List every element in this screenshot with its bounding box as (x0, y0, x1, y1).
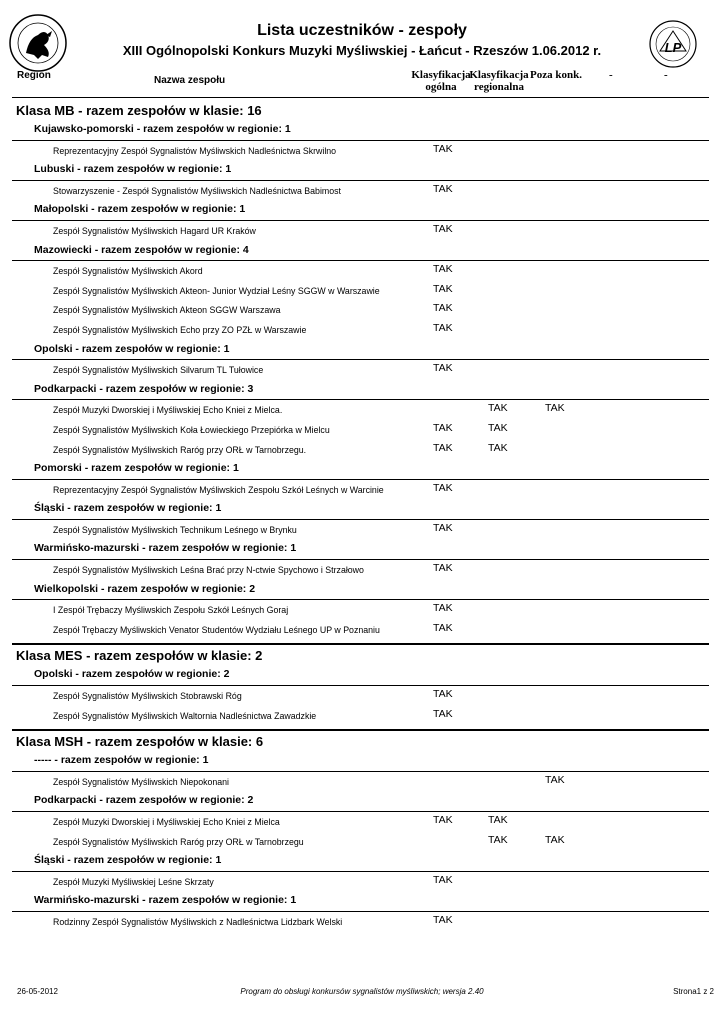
team-row (12, 420, 709, 440)
svg-text:LP: LP (664, 40, 682, 55)
team-row (12, 620, 709, 640)
klasyfikacja-ogolna: TAK (433, 602, 453, 615)
team-row (12, 706, 709, 726)
klasyfikacja-ogolna: TAK (433, 707, 453, 720)
region-header: Mazowiecki - razem zespołów w regionie: 4 (12, 241, 709, 262)
col-name: Nazwa zespołu (154, 75, 226, 86)
team-name: Zespół Sygnalistów Myśliwskich Waltornia Nadleśnictwa Zawadzkie (53, 710, 317, 721)
col-region: Region (17, 70, 51, 81)
class-header: Klasa MB - razem zespołów w klasie: 16 (16, 103, 262, 118)
klasyfikacja-ogolna: TAK (433, 263, 453, 276)
team-row (12, 400, 709, 420)
team-name: Zespół Sygnalistów Myśliwskich Niepokonani (53, 776, 230, 787)
team-row (12, 520, 709, 540)
klasyfikacja-regionalna: TAK (488, 814, 508, 826)
region-header: Śląski - razem zespołów w regionie: 1 (12, 499, 709, 520)
team-name: Zespół Sygnalistów Myśliwskich Raróg przy ORŁ w Tarnobrzegu. (53, 444, 307, 455)
class-header: Klasa MES - razem zespołów w klasie: 2 (12, 643, 709, 665)
col-k1-top: Klasyfikacja (411, 69, 471, 81)
header-divider (12, 97, 709, 98)
klasyfikacja-ogolna: TAK (433, 481, 453, 494)
klasyfikacja-ogolna: TAK (433, 222, 453, 235)
footer-date: 26-05-2012 (17, 987, 58, 996)
team-row (12, 912, 709, 932)
klasyfikacja-regionalna: TAK (488, 421, 508, 434)
klasyfikacja-ogolna: TAK (433, 873, 453, 886)
team-name: Reprezentacyjny Zespół Sygnalistów Myśliwskich Nadleśnictwa Skrwilno (53, 145, 337, 156)
klasyfikacja-ogolna: TAK (433, 142, 453, 155)
klasyfikacja-ogolna: TAK (433, 302, 453, 315)
klasyfikacja-ogolna: TAK (433, 362, 453, 375)
klasyfikacja-regionalna: TAK (488, 441, 508, 454)
class-header: Klasa MSH - razem zespołów w klasie: 6 (12, 729, 709, 751)
region-header: ----- - razem zespołów w regionie: 1 (12, 751, 709, 772)
team-name: Zespół Sygnalistów Myśliwskich Koła Łowieckiego Przepiórka w Mielcu (53, 424, 330, 435)
page-subtitle: XIII Ogólnopolski Konkurs Muzyki Myśliwskiej - Łańcut - Rzeszów 1.06.2012 r. (122, 43, 602, 58)
team-name: Zespół Sygnalistów Myśliwskich Silvarum TL Tułowice (53, 365, 264, 376)
klasyfikacja-ogolna: TAK (433, 321, 453, 334)
region-header: Warmińsko-mazurski - razem zespołów w regionie: 1 (12, 891, 709, 912)
team-name: Zespół Muzyki Dworskiej i Myśliwskiej Echo Kniei z Mielca (53, 817, 280, 827)
team-row (12, 600, 709, 620)
team-row (12, 772, 709, 792)
region-header: Małopolski - razem zespołów w regionie: 1 (12, 200, 709, 221)
team-row (12, 686, 709, 706)
team-name: Zespół Muzyki Dworskiej i Myśliwskiej Echo Kniei z Mielca. (53, 405, 283, 416)
team-row (12, 440, 709, 460)
team-name: Zespół Sygnalistów Myśliwskich Akord (53, 266, 203, 277)
team-name: Zespół Sygnalistów Myśliwskich Technikum Leśnego w Brynku (53, 524, 297, 535)
team-row (12, 480, 709, 500)
team-name: Stowarzyszenie - Zespół Sygnalistów Myśliwskich Nadleśnictwa Babimost (53, 185, 341, 196)
team-name: Zespół Trębaczy Myśliwskich Venator Studentów Wydziału Leśnego UP w Poznaniu (53, 624, 380, 635)
team-name: Zespół Sygnalistów Myśliwskich Echo przy ZO PZŁ w Warszawie (53, 324, 307, 335)
klasyfikacja-ogolna: TAK (433, 182, 453, 195)
team-name: Zespół Sygnalistów Myśliwskich Hagard UR Kraków (53, 225, 256, 236)
poza-konkursem: TAK (545, 402, 565, 415)
team-row (12, 812, 709, 832)
col-k2-top: Klasyfikacja (469, 69, 529, 81)
page-title: Lista uczestników - zespoły (257, 22, 467, 39)
team-name: Zespół Muzyki Myśliwskiej Leśne Skrzaty (53, 876, 214, 887)
klasyfikacja-ogolna: TAK (433, 282, 453, 295)
participants-list (12, 99, 709, 932)
klasyfikacja-regionalna: TAK (488, 402, 508, 415)
team-name: Reprezentacyjny Zespół Sygnalistów Myśliwskich Zespołu Szkół Leśnych w Warcinie (53, 484, 384, 495)
col-dash-1: - (609, 69, 613, 81)
klasyfikacja-ogolna: TAK (433, 421, 453, 434)
region-header: Pomorski - razem zespołów w regionie: 1 (12, 459, 709, 480)
team-name: Zespół Sygnalistów Myśliwskich Akteon SGGW Warszawa (53, 305, 281, 316)
region-header: Wielkopolski - razem zespołów w regionie: 2 (12, 580, 709, 601)
team-name: Zespół Sygnalistów Myśliwskich Leśna Brać przy N-ctwie Spychowo i Strzałowo (53, 565, 364, 576)
team-row (12, 872, 709, 892)
team-row (12, 560, 709, 580)
klasyfikacja-ogolna: TAK (433, 621, 453, 634)
col-dash-2: - (664, 69, 668, 81)
region-header: Warmińsko-mazurski - razem zespołów w regionie: 1 (12, 539, 709, 560)
team-row (12, 360, 709, 380)
klasyfikacja-ogolna: TAK (433, 814, 453, 826)
col-k3: Poza konk. (530, 69, 582, 81)
team-row (12, 320, 709, 340)
footer-page: Strona1 z 2 (673, 987, 714, 996)
region-header: Podkarpacki - razem zespołów w regionie: 3 (12, 380, 709, 401)
klasyfikacja-ogolna: TAK (433, 521, 453, 534)
klasyfikacja-ogolna: TAK (433, 441, 453, 454)
footer-program: Program do obsługi konkursów sygnalistów myśliwskich; wersja 2.40 (240, 987, 484, 996)
team-name: Rodzinny Zespół Sygnalistów Myśliwskich z Nadleśnictwa Lidzbark Welski (53, 916, 343, 927)
team-row (12, 221, 709, 241)
team-name: Zespół Sygnalistów Myśliwskich Akteon- Junior Wydział Leśny SGGW w Warszawie (53, 285, 380, 296)
col-k2-bottom: regionalna (474, 81, 524, 93)
team-row (12, 141, 709, 161)
team-row (12, 281, 709, 301)
team-name: I Zespół Trębaczy Myśliwskich Zespołu Szkół Leśnych Goraj (53, 605, 289, 616)
team-name: Zespół Sygnalistów Myśliwskich Raróg przy ORŁ w Tarnobrzegu (53, 836, 304, 847)
team-name: Zespół Sygnalistów Myśliwskich Stobrawski Róg (53, 691, 242, 702)
klasyfikacja-ogolna: TAK (433, 562, 453, 575)
region-header: Śląski - razem zespołów w regionie: 1 (12, 851, 709, 872)
poza-konkursem: TAK (545, 773, 565, 786)
region-header: Lubuski - razem zespołów w regionie: 1 (12, 160, 709, 181)
region-header: Kujawsko-pomorski - razem zespołów w regionie: 1 (12, 120, 709, 141)
team-row (12, 261, 709, 281)
region-header: Opolski - razem zespołów w regionie: 2 (12, 665, 709, 686)
team-row (12, 181, 709, 201)
region-header: Opolski - razem zespołów w regionie: 1 (12, 340, 709, 361)
klasyfikacja-ogolna: TAK (433, 913, 453, 926)
team-row (12, 832, 709, 852)
team-row (12, 300, 709, 320)
col-k1-bottom: ogólna (425, 81, 457, 93)
klasyfikacja-ogolna: TAK (433, 688, 453, 701)
klasyfikacja-regionalna: TAK (488, 833, 508, 846)
region-header: Podkarpacki - razem zespołów w regionie: 2 (12, 791, 709, 812)
poza-konkursem: TAK (545, 833, 565, 846)
